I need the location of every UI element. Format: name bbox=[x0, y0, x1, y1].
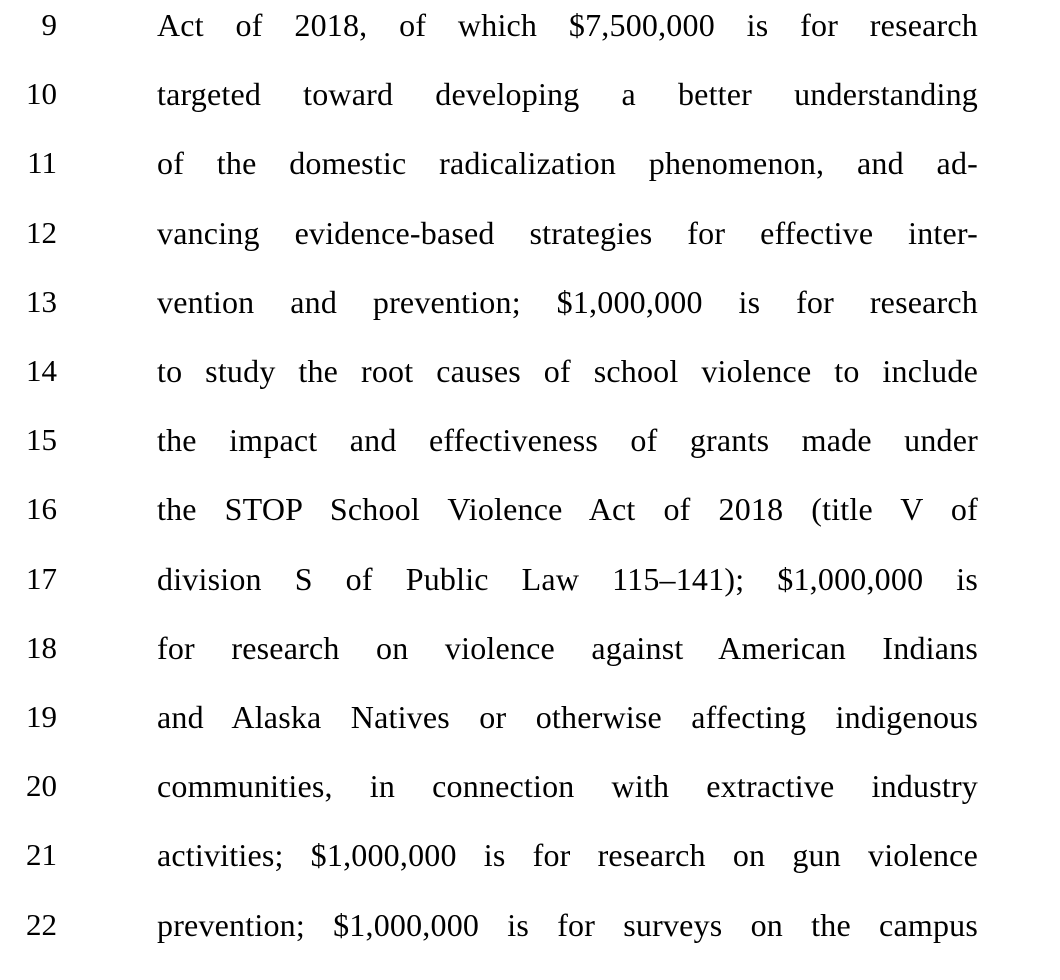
document-line bbox=[0, 837, 1060, 906]
line-text: targeted toward developing a better understanding bbox=[157, 76, 978, 113]
line-number: 9 bbox=[41, 7, 57, 42]
line-text: division S of Public Law 115–141); $1,000,000 is bbox=[157, 560, 978, 597]
document-line bbox=[0, 768, 1060, 837]
document-line bbox=[0, 7, 1060, 76]
line-text: activities; $1,000,000 is for research on gun violence bbox=[157, 837, 978, 874]
document-line bbox=[0, 907, 1060, 976]
document-line bbox=[0, 353, 1060, 422]
line-text: vention and prevention; $1,000,000 is for research bbox=[157, 283, 978, 320]
line-number: 18 bbox=[26, 629, 57, 665]
line-number: 21 bbox=[26, 837, 57, 873]
document-line bbox=[0, 561, 1060, 630]
line-number: 16 bbox=[26, 491, 57, 527]
line-text: the STOP School Violence Act of 2018 (title V of bbox=[157, 491, 978, 528]
line-text: and Alaska Natives or otherwise affecting indigenous bbox=[157, 699, 978, 735]
line-text: communities, in connection with extractive industry bbox=[157, 768, 978, 805]
line-number: 15 bbox=[26, 422, 57, 458]
document-line bbox=[0, 699, 1060, 768]
line-text: of the domestic radicalization phenomenon, and ad- bbox=[157, 145, 978, 182]
line-number: 10 bbox=[26, 76, 57, 112]
line-number: 20 bbox=[26, 768, 57, 804]
line-number: 19 bbox=[26, 699, 57, 734]
line-number: 14 bbox=[26, 353, 57, 388]
line-text: Act of 2018, of which $7,500,000 is for research bbox=[157, 7, 978, 43]
document-line bbox=[0, 215, 1060, 284]
line-number: 22 bbox=[26, 906, 57, 942]
line-text: to study the root causes of school violence to include bbox=[157, 353, 978, 389]
document-line bbox=[0, 422, 1060, 491]
line-text: the impact and effectiveness of grants made under bbox=[157, 422, 978, 459]
document-line bbox=[0, 630, 1060, 699]
line-text: for research on violence against American Indians bbox=[157, 629, 978, 666]
line-number: 11 bbox=[27, 145, 57, 181]
document-line bbox=[0, 145, 1060, 214]
line-number: 17 bbox=[26, 560, 57, 596]
line-number: 12 bbox=[26, 214, 57, 250]
document-line bbox=[0, 76, 1060, 145]
document-line bbox=[0, 284, 1060, 353]
line-number: 13 bbox=[26, 283, 57, 319]
line-text: vancing evidence-based strategies for effective inter- bbox=[157, 214, 978, 251]
line-text: prevention; $1,000,000 is for surveys on the campus bbox=[157, 906, 978, 943]
document-line bbox=[0, 491, 1060, 560]
